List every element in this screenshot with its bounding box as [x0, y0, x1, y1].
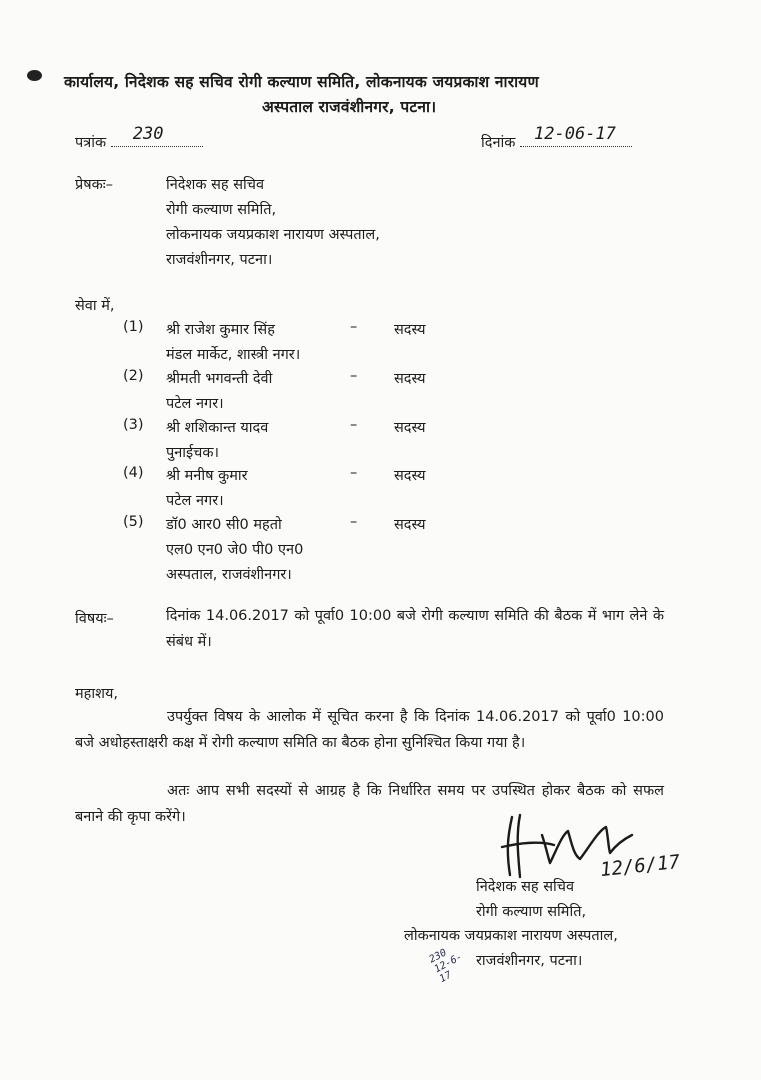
- recipient-address: अस्पताल, राजवंशीनगर।: [166, 567, 292, 583]
- recipient-name: श्री मनीष कुमार: [166, 468, 248, 484]
- recipient-dash: –: [350, 514, 358, 530]
- recipient-role: सदस्य: [394, 420, 426, 436]
- ref-label: पत्रांक: [75, 135, 107, 151]
- recipient-address: एल0 एन0 जे0 पी0 एन0: [166, 542, 304, 558]
- office-header-line-1: कार्यालय, निदेशक सह सचिव रोगी कल्याण समिति, लोकनायक जयप्रकाश नारायण: [64, 73, 539, 91]
- recipient-dash: –: [350, 368, 358, 384]
- recipient-number: (3): [123, 417, 144, 433]
- recipients-label: सेवा में,: [75, 298, 115, 314]
- recipient-role: सदस्य: [394, 371, 426, 387]
- recipient-number: (2): [123, 368, 144, 384]
- subject-label: विषयः–: [75, 611, 114, 627]
- sender-line: राजवंशीनगर, पटना।: [166, 252, 273, 268]
- signature-line: राजवंशीनगर, पटना।: [476, 953, 583, 969]
- recipient-name: डॉ0 आर0 सी0 महतो: [166, 517, 282, 533]
- recipient-name: श्रीमती भगवन्ती देवी: [166, 371, 273, 387]
- signature-line: निदेशक सह सचिव: [476, 879, 575, 895]
- sender-line: निदेशक सह सचिव: [166, 177, 265, 193]
- recipient-name: श्री शशिकान्त यादव: [166, 420, 269, 436]
- recipient-name: श्री राजेश कुमार सिंह: [166, 322, 275, 338]
- ref-value: 230: [132, 124, 164, 144]
- recipient-number: (5): [123, 514, 144, 530]
- sender-line: रोगी कल्याण समिति,: [166, 202, 277, 218]
- sender-line: लोकनायक जयप्रकाश नारायण अस्पताल,: [166, 227, 380, 243]
- signature-line: रोगी कल्याण समिति,: [476, 904, 587, 920]
- recipient-role: सदस्य: [394, 517, 426, 533]
- recipient-role: सदस्य: [394, 468, 426, 484]
- recipient-address: पटेल नगर।: [166, 493, 224, 509]
- recipient-address: पुनाईचक।: [166, 445, 219, 461]
- signature-line: लोकनायक जयप्रकाश नारायण अस्पताल,: [404, 928, 618, 944]
- ref-number: [75, 124, 203, 152]
- recipient-dash: –: [350, 417, 358, 433]
- recipient-address: मंडल मार्केट, शास्त्री नगर।: [166, 347, 301, 363]
- handwritten-ref-note: 230 12-6-17: [427, 947, 465, 985]
- recipient-dash: –: [350, 465, 358, 481]
- body-paragraph-2: अतः आप सभी सदस्यों से आग्रह है कि निर्धारित समय पर उपस्थित होकर बैठक को सफल बनाने की कृपा करेंगे।: [75, 783, 664, 825]
- date-label: दिनांक: [481, 135, 516, 151]
- recipient-number: (4): [123, 465, 144, 481]
- recipient-number: (1): [123, 319, 144, 335]
- recipient-role: सदस्य: [394, 322, 426, 338]
- sender-label: प्रेषकः–: [75, 177, 113, 193]
- date-value: 12-06-17: [534, 124, 616, 144]
- punch-hole: [27, 70, 42, 81]
- date-field: [481, 124, 632, 152]
- subject-text: दिनांक 14.06.2017 को पूर्वा0 10:00 बजे रोगी कल्याण समिति की बैठक में भाग लेने के संबंध में।: [166, 608, 664, 650]
- salutation: महाशय,: [75, 686, 119, 702]
- recipient-dash: –: [350, 319, 358, 335]
- office-header-line-2: अस्पताल राजवंशीनगर, पटना।: [262, 98, 437, 116]
- recipient-address: पटेल नगर।: [166, 396, 224, 412]
- signature-date: 12/6/17: [599, 850, 682, 882]
- body-paragraph-1: उपर्युक्त विषय के आलोक में सूचित करना है कि दिनांक 14.06.2017 को पूर्वा0 10:00 बजे अधोहस्ताक्षरी कक्ष में रोगी कल्याण समिति का बैठक होना सुनिश्चित किया गया है।: [75, 709, 664, 751]
